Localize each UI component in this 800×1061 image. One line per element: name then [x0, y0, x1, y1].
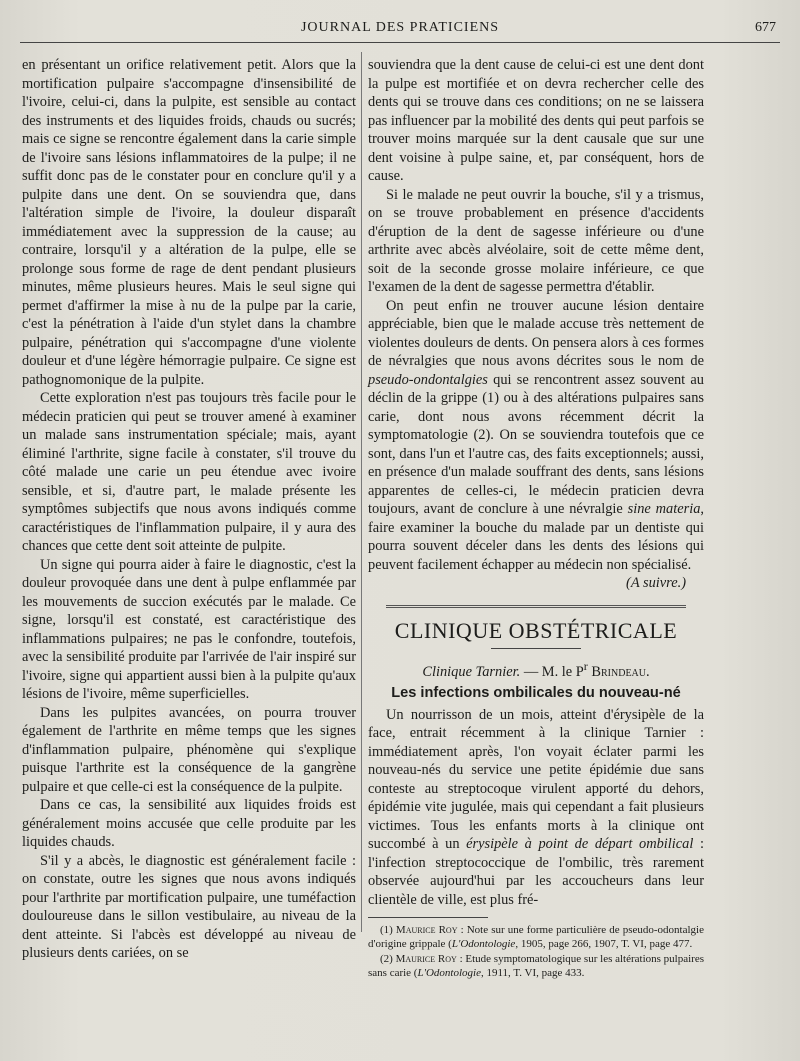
footnote-rule: [368, 917, 488, 918]
column-divider: [361, 52, 362, 932]
italic-term: sine materia: [627, 501, 701, 517]
clinic-sup: r: [583, 659, 588, 673]
text: qui se rencontrent assez souvent au déclin de la grippe (1) ou à des altérations pulpaires sans carie, dont nous avons récemment décrit la symptomatologie (2). On se souviendra toutefois que ce sont, dans l'un et l'autre cas, des faits exceptionnels; aussi, en présence d'un malade souffrant des dents, sans lésions apparentes de celles-ci, le médecin praticien devra toujours, avant de conclure à une névralgie: [368, 371, 704, 517]
paragraph: Dans les pulpites avancées, on pourra trouver également de l'arthrite en même temps que les signes d'inflammation pulpaire, phénomène qui s'explique puisque l'arthrite est la conséquence de la gangrène pulpaire et que celle-ci est la conséquence de la pulpite.: [22, 704, 356, 795]
footnote-text: : Note sur une forme particulière de pseudo-odontalgie d'origine grippale (: [368, 924, 704, 950]
clinic-byline: [368, 657, 704, 681]
footnote-mark: (1): [380, 924, 396, 937]
footnote-author: Maurice Roy: [395, 924, 458, 937]
article-title: Les infections ombilicales du nouveau-né: [391, 685, 681, 702]
paragraph: [368, 297, 704, 575]
paragraph: Cette exploration n'est pas toujours très facile pour le médecin praticien qui peut se trouver amené à examiner un malade sans instrumentation spéciale; mais, ayant éliminé l'arthrite, signe facile à constater, s'il trouve du côté malade une carie un peu étendue avec ivoire sensible, et si, d'autre part, le malade présente les symptômes subjectifs que nous avons indiqués comme caractéristiques de l'inflammation pulpaire, il y aura des chances que cette dent soit atteinte de pulpite.: [22, 390, 356, 554]
paragraph: Si le malade ne peut ouvrir la bouche, s'il y a trismus, on se trouve probablement en présence d'accidents d'éruption de la dent de sagesse inférieure ou d'une arthrite avec abcès alvéolaire, soit de cette même dent, soit de la seconde grosse molaire inférieure, ce que l'examen de la dent de sagesse permettra d'établir.: [368, 186, 704, 295]
footnote-text: , 1911, T. VI, page 433.: [480, 966, 585, 979]
clinic-label: Clinique Tarnier.: [422, 663, 521, 680]
footnote: [368, 924, 704, 951]
text: , faire examiner la bouche du malade par un dentiste qui pourra souvent déceler dans les dents des lésions qui peuvent facilement échapper au médecin non spécialisé.: [368, 501, 705, 573]
section-rule: [386, 605, 686, 610]
footnote-journal: L'Odontologie: [451, 937, 516, 950]
footnote-journal: L'Odontologie: [417, 966, 481, 979]
paragraph: Un signe qui pourra aider à faire le diagnostic, c'est la douleur provoquée dans une dent à pulpe enflammée par les mouvements de succion exécutés par le malade. Ce signe, lorsqu'il est constaté, est caractéristique des inflammations pulpaires; ne pas le confondre, toutefois, avec la sensibilité produite par l'arrivée de l'air inspiré sur l'ivoire, signe qui appartient aussi bien à la pulpite qu'aux lésions de l'ivoire, même superficielles.: [22, 556, 356, 702]
text: Un nourrisson de un mois, atteint d'érysipèle de la face, entrait récemment à la clinique Tarnier : immédiatement après, l'on voyait éclater parmi les nouveau-nés du service une petite épidémie due sans conteste au streptocoque virulent apporté du dehors, épidémie vite jugulée, mais qui cependant a fait plusieurs victimes. Tous les enfants morts à la clinique ont succombé à un: [368, 706, 704, 853]
header-rule: [20, 42, 780, 43]
to-be-continued: (A suivre.): [626, 575, 686, 591]
paragraph: [368, 706, 704, 910]
footnote-author: Maurice Roy: [395, 953, 457, 966]
italic-term: pseudo-ondontalgies: [368, 371, 488, 388]
section-title: CLINIQUE OBSTÉTRICALE: [394, 617, 678, 643]
page-number: 677: [755, 20, 776, 35]
paragraph: S'il y a abcès, le diagnostic est généralement facile : on constate, outre les signes que nous avons indiqués pour l'arthrite par mortification pulpaire, une tuméfaction douloureuse dans le sillon vestibulaire, au niveau de la dent atteinte. Si l'abcès est développé au niveau de plusieurs dents cariées, on se: [22, 852, 356, 961]
paragraph: en présentant un orifice relativement petit. Alors que la mortification pulpaire s'accompagne d'insensibilité de l'ivoire, celui-ci, dans la pulpite, est sensible au contact des instruments et des liquides froids, chauds ou sucrés; mais ce signe se rencontre également dans la carie simple de l'ivoire sans lésions inflammatoires de la pulpe; il ne suffit donc pas de le constater pour en conclure qu'il y a pulpite dans une dent. On se souviendra que, dans l'altération simple de l'ivoire, la douleur disparaît immédiatement avec la suppression de la cause; au contraire, lorsqu'il y a altération de la pulpe, elle se prolonge sous forme de rage de dent pendant plusieurs minutes, même plusieurs heures. Mais le seul signe qui permet d'affirmer la mise à nu de la pulpe par la carie, c'est la pénétration à l'aide d'un stylet dans la chambre pulpaire, pénétration qui s'accompagne d'une violente douleur et d'une légère hémorragie pulpaire. Ce signe est pathognomonique de la pulpite.: [22, 57, 356, 388]
footnote-text: : Etude symptomatologique sur les altérations pulpaires sans carie (: [368, 953, 705, 979]
text: On peut enfin ne trouver aucune lésion dentaire appréciable, bien que le malade accuse très nettement de violentes douleurs de dents. On pensera alors à ces formes de névralgies que nous avons décrites sous le nom de: [368, 297, 704, 369]
text: : l'infection streptococcique de l'ombilic, très rarement observée aujourd'hui par les accoucheurs dans leur clientèle de ville, est plus fré-: [368, 836, 704, 908]
clinic-author: Brindeau.: [591, 663, 650, 680]
footnote-mark: (2): [380, 953, 396, 966]
italic-term: érysipèle à point de départ ombilical: [466, 836, 694, 853]
clinic-dash: — M. le P: [520, 663, 584, 680]
paragraph: souviendra que la dent cause de celui-ci est une dent dont la pulpe est mortifiée et on devra rechercher celle des dents qui se trouve dans ces conditions; on ne se laissera pas influencer par la mobilité des dents qui peut parfois se trouver moins marquée sur la dent causale que sur une dent voisine à pulpe saine, et, par conséquent, hors de cause.: [368, 57, 704, 184]
left-column: [22, 56, 356, 963]
footnote-text: , 1905, page 266, 1907, T. VI, page 477.: [515, 937, 693, 950]
right-column: [368, 56, 704, 982]
paragraph: Dans ce cas, la sensibilité aux liquides froids est généralement moins accusée que celle produite par les liquides chauds.: [22, 797, 356, 850]
running-head: [10, 18, 790, 40]
footnote: [368, 953, 704, 980]
footnotes: [368, 924, 704, 980]
short-rule: [491, 648, 581, 649]
journal-title: JOURNAL DES PRATICIENS: [300, 20, 500, 35]
